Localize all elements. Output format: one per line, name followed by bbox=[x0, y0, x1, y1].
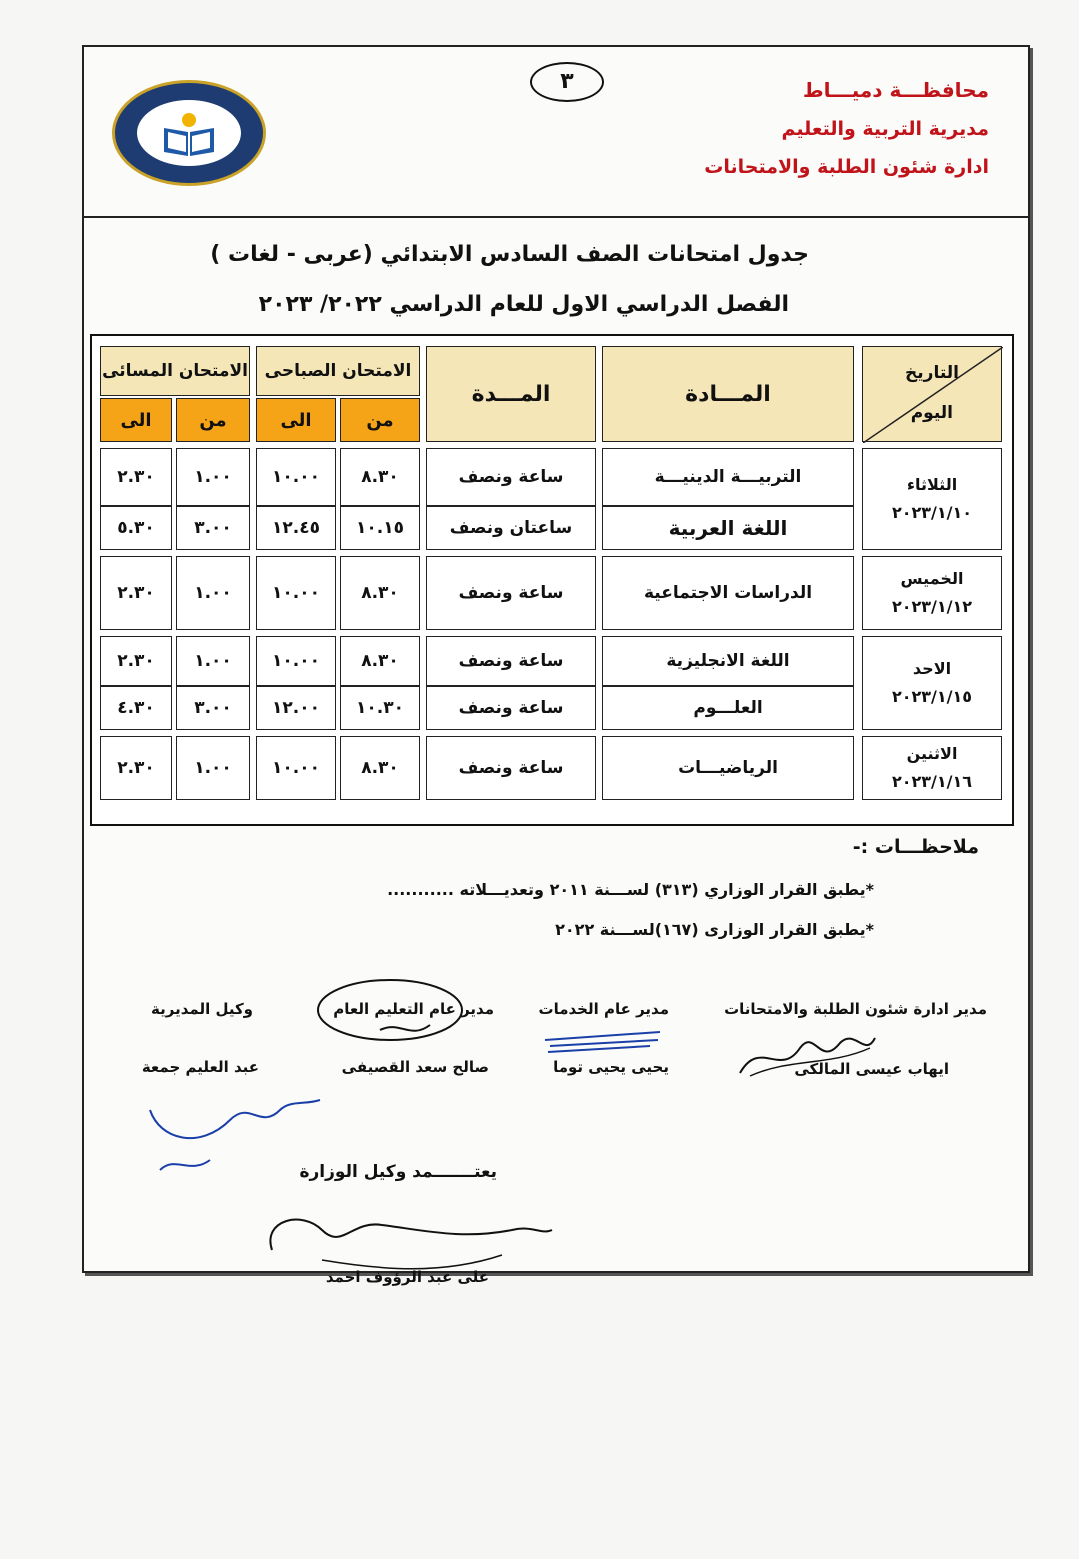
signature-name-1: ايهاب عيسى المالكى bbox=[794, 1060, 949, 1078]
day-cell bbox=[862, 636, 1002, 730]
signature-scribble-5 bbox=[262, 1200, 562, 1290]
notes-title: ملاحظـــات :- bbox=[852, 836, 979, 858]
morning-from-cell: ١٠.١٥ bbox=[340, 506, 420, 550]
morning-to-header: الى bbox=[256, 398, 336, 442]
signature-name-2: يحيى يحيى توما bbox=[553, 1058, 669, 1076]
subject-cell: اللغة العربية bbox=[602, 506, 854, 550]
signature-name-3: صالح سعد القصيفى bbox=[341, 1058, 489, 1076]
subject-cell: الرياضيـــات bbox=[602, 736, 854, 800]
evening-from-cell: ١.٠٠ bbox=[176, 636, 250, 686]
department-label: ادارة شئون الطلبة والامتحانات bbox=[704, 156, 989, 178]
morning-from-cell: ١٠.٣٠ bbox=[340, 686, 420, 730]
exam-table bbox=[90, 334, 1014, 826]
subject-cell: التربيـــة الدينيـــة bbox=[602, 448, 854, 506]
evening-from-cell: ٣.٠٠ bbox=[176, 506, 250, 550]
note-item: *يطبق القرار الوزاري (٣١٣) لســـنة ٢٠١١ وتعديـــلاته ........... bbox=[387, 880, 874, 899]
subject-cell: اللغة الانجليزية bbox=[602, 636, 854, 686]
evening-from-cell: ١.٠٠ bbox=[176, 736, 250, 800]
morning-from-cell: ٨.٣٠ bbox=[340, 556, 420, 630]
day-name: الاثنين bbox=[906, 744, 958, 763]
exam-date: ٢٠٢٣/١/١٦ bbox=[891, 772, 973, 791]
signature-scribble-2 bbox=[540, 1020, 670, 1060]
morning-to-cell: ١٠.٠٠ bbox=[256, 636, 336, 686]
duration-cell: ساعة ونصف bbox=[426, 448, 596, 506]
evening-from-header: من bbox=[176, 398, 250, 442]
evening-from-cell: ١.٠٠ bbox=[176, 556, 250, 630]
morning-header: الامتحان الصباحى bbox=[256, 346, 420, 396]
evening-from-cell: ١.٠٠ bbox=[176, 448, 250, 506]
diagonal-line bbox=[863, 347, 1003, 443]
day-cell bbox=[862, 448, 1002, 550]
book-icon bbox=[154, 108, 224, 158]
evening-to-header: الى bbox=[100, 398, 172, 442]
note-item: *يطبق القرار الوزارى (١٦٧)لســـنة ٢٠٢٢ bbox=[555, 920, 874, 939]
evening-from-cell: ٣.٠٠ bbox=[176, 686, 250, 730]
evening-to-cell: ٢.٣٠ bbox=[100, 556, 172, 630]
morning-to-cell: ١٢.٠٠ bbox=[256, 686, 336, 730]
day-name: الخميس bbox=[900, 569, 964, 588]
morning-from-cell: ٨.٣٠ bbox=[340, 736, 420, 800]
date-header: التاريخ bbox=[905, 363, 959, 383]
directorate-label: مديرية التربية والتعليم bbox=[781, 118, 989, 140]
duration-cell: ساعة ونصف bbox=[426, 636, 596, 686]
signature-title-1: مدير ادارة شئون الطلبة والامتحانات bbox=[724, 1000, 987, 1018]
signature-title-2: مدير عام الخدمات bbox=[538, 1000, 669, 1018]
approval-label: يعتـــــــمد وكيل الوزارة bbox=[299, 1162, 497, 1182]
duration-cell: ساعة ونصف bbox=[426, 736, 596, 800]
evening-to-cell: ٢.٣٠ bbox=[100, 448, 172, 506]
subject-cell: الدراسات الاجتماعية bbox=[602, 556, 854, 630]
evening-to-cell: ٢.٣٠ bbox=[100, 736, 172, 800]
morning-to-cell: ١٠.٠٠ bbox=[256, 736, 336, 800]
day-name: الثلاثاء bbox=[906, 475, 958, 494]
day-cell bbox=[862, 556, 1002, 630]
duration-cell: ساعتان ونصف bbox=[426, 506, 596, 550]
day-cell bbox=[862, 736, 1002, 800]
signature-title-3: مدير عام التعليم العام bbox=[333, 1000, 494, 1018]
evening-to-cell: ٤.٣٠ bbox=[100, 686, 172, 730]
subject-header: المـــادة bbox=[602, 346, 854, 442]
signature-title-4: وكيل المديرية bbox=[151, 1000, 253, 1018]
exam-date: ٢٠٢٣/١/١٢ bbox=[891, 597, 973, 616]
duration-cell: ساعة ونصف bbox=[426, 686, 596, 730]
signature-name-4: عبد العليم جمعة bbox=[141, 1058, 259, 1076]
exam-date: ٢٠٢٣/١/١٥ bbox=[891, 687, 973, 706]
evening-to-cell: ٢.٣٠ bbox=[100, 636, 172, 686]
schedule-title: جدول امتحانات الصف السادس الابتدائي (عربى - لغات ) bbox=[210, 242, 809, 267]
evening-header: الامتحان المسائى bbox=[100, 346, 250, 396]
term-title: الفصل الدراسي الاول للعام الدراسي ٢٠٢٢/ ٢٠٢٣ bbox=[258, 292, 789, 317]
day-header: اليوم bbox=[910, 403, 953, 423]
signature-scribble-3 bbox=[310, 970, 470, 1050]
morning-from-cell: ٨.٣٠ bbox=[340, 448, 420, 506]
governorate-label: محافظـــة دميـــاط bbox=[802, 78, 989, 102]
deputy-minister-name: على عبد الرؤوف احمد bbox=[325, 1268, 489, 1286]
evening-to-cell: ٥.٣٠ bbox=[100, 506, 172, 550]
morning-from-header: من bbox=[340, 398, 420, 442]
subject-cell: العلـــوم bbox=[602, 686, 854, 730]
exam-date: ٢٠٢٣/١/١٠ bbox=[891, 503, 973, 522]
page-number: ٣ bbox=[530, 62, 604, 102]
duration-header: المـــدة bbox=[426, 346, 596, 442]
ministry-logo bbox=[112, 80, 266, 186]
day-name: الاحد bbox=[912, 659, 952, 678]
header-divider bbox=[82, 216, 1030, 218]
signature-scribble-4 bbox=[140, 1070, 340, 1180]
morning-to-cell: ١٠.٠٠ bbox=[256, 556, 336, 630]
morning-to-cell: ١٠.٠٠ bbox=[256, 448, 336, 506]
date-day-header bbox=[862, 346, 1002, 442]
morning-to-cell: ١٢.٤٥ bbox=[256, 506, 336, 550]
morning-from-cell: ٨.٣٠ bbox=[340, 636, 420, 686]
duration-cell: ساعة ونصف bbox=[426, 556, 596, 630]
signature-scribble-1 bbox=[730, 1018, 880, 1088]
